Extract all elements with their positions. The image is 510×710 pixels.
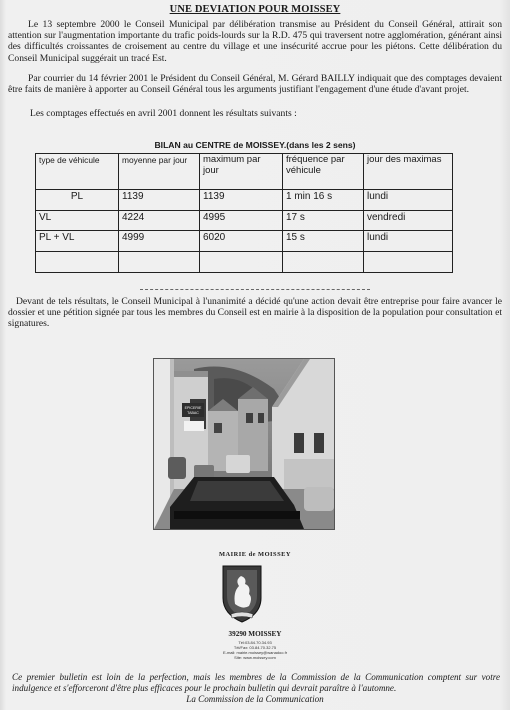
- shop-sign-line1: EPICERIE: [184, 406, 202, 410]
- mairie-name: MAIRIE de MOISSEY: [218, 551, 292, 558]
- page-title: UNE DEVIATION POUR MOISSEY: [169, 4, 341, 15]
- cell-day: vendredi: [364, 210, 453, 231]
- footer-note: Ce premier bulletin est loin de la perfection, mais les membres de la Commission de la Communication comptent sur votre indulgence et s'efforceront d'être plus efficaces pour le prochain bulletin qui devrait paraître à l'automne.: [12, 672, 500, 693]
- mairie-fax: Tél/Fax: 03.84.70.32.75: [233, 645, 277, 650]
- mairie-website: Site: www.moissey.com: [234, 655, 276, 660]
- cell-max: 6020: [200, 231, 283, 252]
- cell-average: 4224: [119, 210, 200, 231]
- paragraph-petition: Devant de tels résultats, le Conseil Municipal à l'unanimité a décidé qu'une action devait être entreprise pour faire avancer le dossier et une pétition signée par tous les membres du Conseil est en mairie à la disposition de la population pour consultation et signatures.: [8, 296, 502, 330]
- header-daily-max: maximum par jour: [200, 154, 283, 190]
- paragraph-deliberation: Le 13 septembre 2000 le Conseil Municipal par délibération transmise au Président du Conseil Général, attirait son attention sur l'augmentation importante du trafic poids-lourds sur la R.D. 475 qui traversent notre agglomération, générant ainsi des difficultés croissantes de croisement au centre du village et une insécurité accrue pour les piétons. Cette délibération du Conseil Municipal suggérait un tracé Est.: [8, 19, 502, 64]
- mairie-phone: Tél:03.84.70.34.93: [238, 640, 272, 645]
- cell-day: lundi: [364, 231, 453, 252]
- cell-frequency: 1 min 16 s: [283, 189, 364, 210]
- table-title: BILAN au CENTRE de MOISSEY.(dans les 2 sens): [154, 140, 356, 150]
- cell-frequency: 15 s: [283, 231, 364, 252]
- table-row: [36, 210, 453, 231]
- cell-type: PL: [36, 189, 119, 210]
- paragraph-comptages: Les comptages effectués en avril 2001 donnent les résultats suivants :: [30, 108, 297, 119]
- dashed-separator: [140, 289, 370, 290]
- mairie-postal: 39290 MOISSEY: [228, 630, 282, 638]
- street-photo-drawing: [154, 359, 334, 529]
- footer-signature: La Commission de la Communication: [186, 694, 324, 704]
- traffic-table: [35, 153, 453, 273]
- mairie-email: E-mail: mairie.moissey@wanadoo.fr: [222, 650, 288, 655]
- table-row: [36, 231, 453, 252]
- cell-max: 1139: [200, 189, 283, 210]
- cell-average: 4999: [119, 231, 200, 252]
- shop-sign-line2: TABAC: [187, 411, 199, 415]
- table-row-empty: [36, 252, 453, 273]
- cell-max: 4995: [200, 210, 283, 231]
- cell-average: 1139: [119, 189, 200, 210]
- header-frequency: fréquence par véhicule: [283, 154, 364, 190]
- header-vehicle-type: type de véhicule: [36, 154, 119, 190]
- table-header-row: [36, 154, 453, 190]
- cell-type: VL: [36, 210, 119, 231]
- moissey-crest-icon: [221, 564, 263, 624]
- cell-type: PL + VL: [36, 231, 119, 252]
- cell-day: lundi: [364, 189, 453, 210]
- cell-frequency: 17 s: [283, 210, 364, 231]
- paragraph-courrier: Par courrier du 14 février 2001 le Président du Conseil Général, M. Gérard BAILLY indiquait que des comptages devaient être faits de manière à apporter au Conseil Général tous les arguments justifiant l'engagement d'une étude d'avant projet.: [8, 73, 502, 96]
- table-row: [36, 189, 453, 210]
- street-photo: [153, 358, 335, 530]
- header-max-day: jour des maximas: [364, 154, 453, 190]
- header-daily-average: moyenne par jour: [119, 154, 200, 190]
